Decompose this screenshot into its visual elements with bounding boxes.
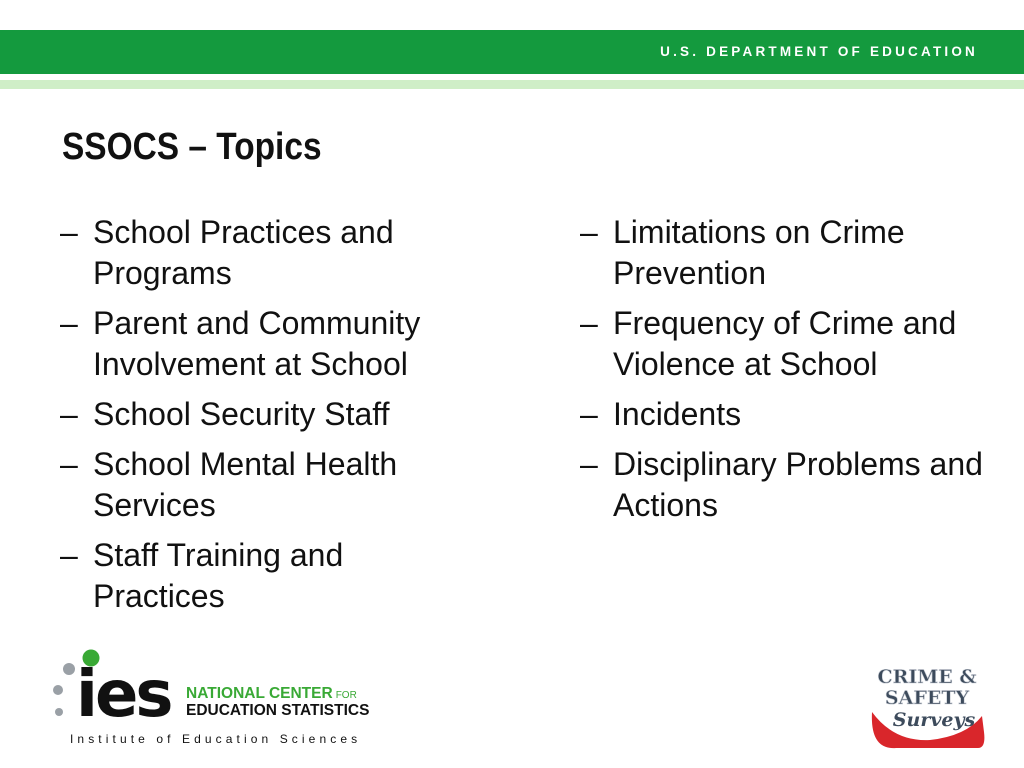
bullet-dash: – — [60, 446, 78, 482]
nces-line1-main: NATIONAL CENTER — [186, 685, 333, 702]
list-item — [580, 212, 1000, 294]
nces-line2: EDUCATION STATISTICS — [186, 702, 370, 719]
list-item — [60, 303, 480, 385]
list-item — [60, 535, 480, 617]
bullet-dash: – — [580, 214, 598, 250]
list-item — [580, 303, 1000, 385]
list-item — [60, 444, 480, 526]
bullet-dash: – — [60, 396, 78, 432]
ies-nces-logo — [50, 645, 390, 750]
topic-text: School Mental Health Services — [93, 446, 398, 523]
bullet-dash: – — [580, 446, 598, 482]
bullet-dash: – — [60, 537, 78, 573]
ies-tagline: Institute of Education Sciences — [70, 732, 362, 746]
agency-name: U.S. DEPARTMENT OF EDUCATION — [660, 44, 978, 59]
crime-logo-line1: CRIME & — [877, 666, 977, 688]
list-item — [580, 444, 1000, 526]
header-banner — [0, 30, 1024, 74]
bullet-dash: – — [580, 396, 598, 432]
bullet-dash: – — [60, 305, 78, 341]
nces-line1 — [186, 685, 357, 702]
bullet-dash: – — [60, 214, 78, 250]
topic-text: Incidents — [613, 396, 742, 432]
topics-list-right — [580, 212, 1000, 535]
topic-text: Disciplinary Problems and Actions — [613, 446, 983, 523]
logo-dot-gray — [55, 708, 63, 716]
list-item — [60, 212, 480, 294]
nces-line1-small: FOR — [335, 690, 357, 701]
ies-wordmark: ies — [76, 658, 171, 732]
header-stripe — [0, 80, 1024, 89]
topics-list-left — [60, 212, 480, 626]
topic-text: Limitations on Crime Prevention — [613, 214, 905, 291]
logo-dot-gray — [53, 685, 63, 695]
bullet-dash: – — [580, 305, 598, 341]
crime-logo-line2: SAFETY — [884, 687, 970, 709]
topic-text: School Practices and Programs — [93, 214, 394, 291]
topic-text: Staff Training and Practices — [93, 537, 344, 614]
list-item — [60, 394, 480, 435]
slide-title: SSOCS – Topics — [62, 126, 322, 168]
list-item — [580, 394, 1000, 435]
crime-safety-surveys-logo — [866, 660, 988, 756]
topic-text: Frequency of Crime and Violence at School — [613, 305, 957, 382]
logo-dot-gray — [63, 663, 75, 675]
topic-text: School Security Staff — [93, 396, 390, 432]
topic-text: Parent and Community Involvement at School — [93, 305, 421, 382]
crime-logo-line3: Surveys — [892, 709, 976, 731]
